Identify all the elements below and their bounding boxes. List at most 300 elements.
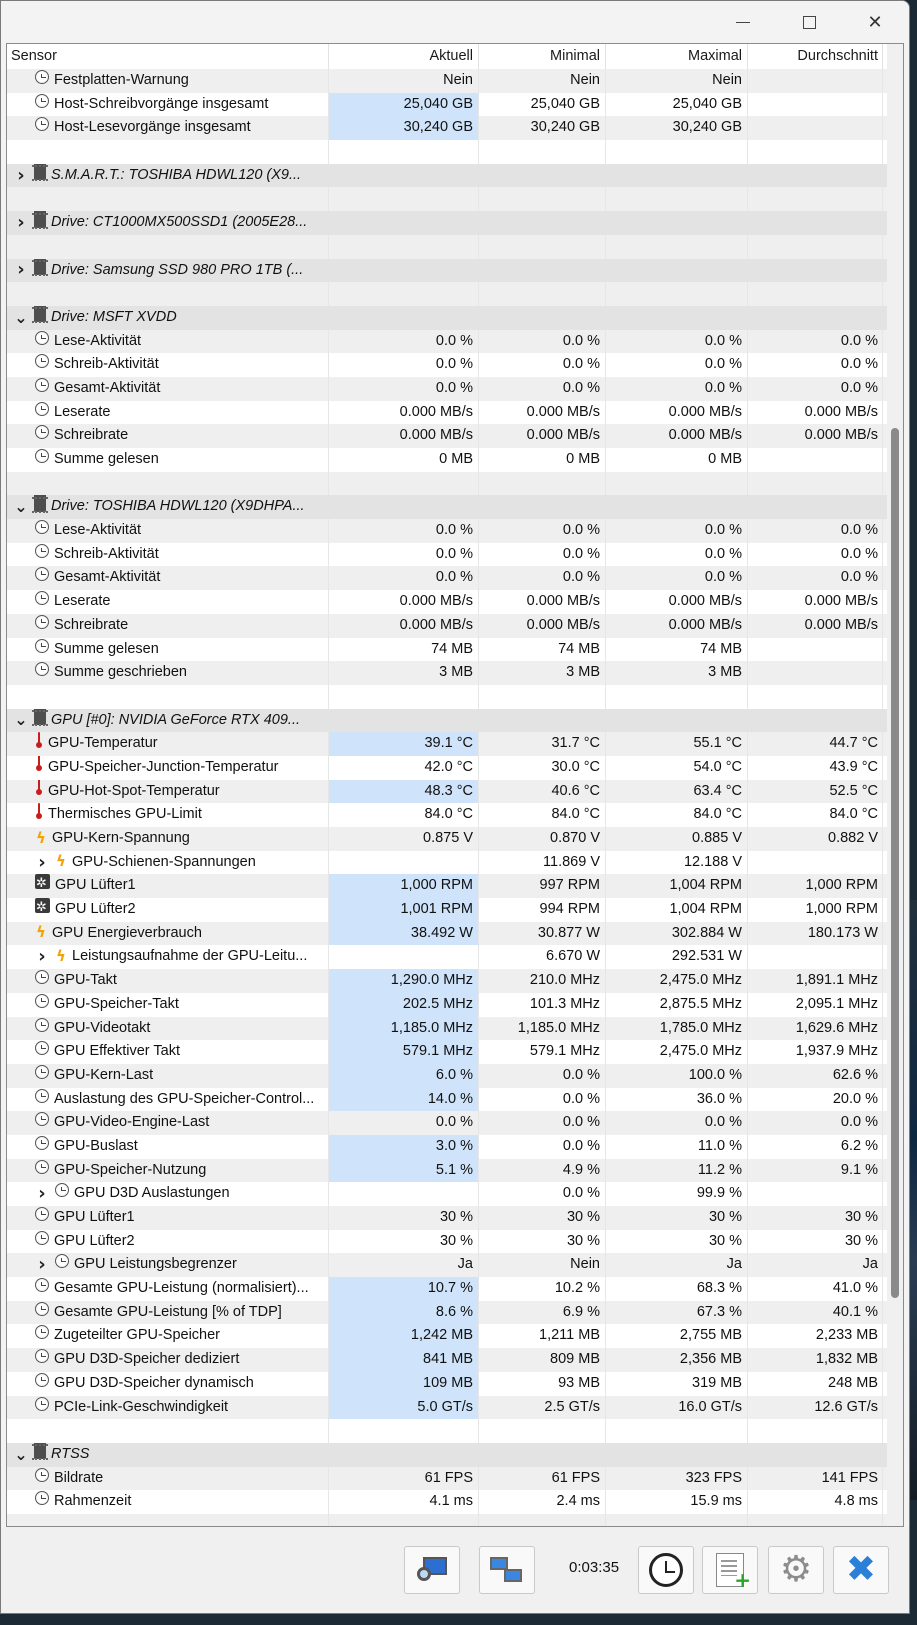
sensor-row[interactable] xyxy=(7,1277,887,1301)
sensor-status-button[interactable] xyxy=(404,1546,460,1594)
maximum-value: 25,040 GB xyxy=(606,93,748,117)
gauge-icon xyxy=(35,69,49,93)
logging-button[interactable] xyxy=(702,1546,758,1594)
current-value: Ja xyxy=(329,1253,479,1277)
spacer-cell xyxy=(7,472,329,496)
sensor-label: Leserate xyxy=(54,593,111,610)
gauge-icon xyxy=(35,543,49,567)
sensor-row[interactable] xyxy=(7,401,887,425)
sensor-row[interactable] xyxy=(7,1324,887,1348)
sensor-row[interactable] xyxy=(7,377,887,401)
sensor-label: GPU-Videotakt xyxy=(54,1019,151,1036)
maximum-value: 319 MB xyxy=(606,1372,748,1396)
close-icon: ✕ xyxy=(867,11,883,33)
group-max-cell xyxy=(606,211,748,235)
group-label: Drive: CT1000MX500SSD1 (2005E28... xyxy=(51,214,308,231)
chevron-right-icon[interactable]: › xyxy=(38,1183,46,1205)
sensor-name-cell xyxy=(7,614,329,638)
sensor-group-row[interactable] xyxy=(7,211,887,235)
minimum-value: 0.0 % xyxy=(479,1064,606,1088)
column-header-average[interactable]: Durchschnitt xyxy=(748,44,883,69)
gauge-icon xyxy=(35,424,49,448)
sensor-row[interactable] xyxy=(7,1467,887,1491)
sensor-name-cell xyxy=(7,566,329,590)
chevron-down-icon[interactable]: ⌄ xyxy=(14,497,28,517)
sensor-label: GPU-Speicher-Takt xyxy=(54,995,179,1012)
sensor-name-cell xyxy=(7,1301,329,1325)
maximum-value: 30 % xyxy=(606,1230,748,1254)
current-value: 48.3 °C xyxy=(329,780,479,804)
maximum-value: 3 MB xyxy=(606,661,748,685)
minimum-value: 61 FPS xyxy=(479,1467,606,1491)
sensor-row[interactable] xyxy=(7,330,887,354)
sensor-label: GPU-Hot-Spot-Temperatur xyxy=(48,782,220,799)
sensor-name-cell xyxy=(7,590,329,614)
gauge-icon xyxy=(35,993,49,1017)
chevron-right-icon[interactable]: › xyxy=(17,164,25,186)
maximum-value: 12.188 V xyxy=(606,851,748,875)
sensor-name-cell xyxy=(7,780,329,804)
spacer-cell xyxy=(479,282,606,306)
maximum-value: 0.0 % xyxy=(606,1111,748,1135)
maximum-value: 323 FPS xyxy=(606,1467,748,1491)
group-max-cell xyxy=(606,164,748,188)
sensor-row[interactable] xyxy=(7,945,887,969)
spacer-cell xyxy=(329,1514,479,1527)
group-avg-cell xyxy=(748,709,883,733)
column-header-minimum[interactable]: Minimal xyxy=(479,44,606,69)
current-value: 0.000 MB/s xyxy=(329,590,479,614)
minimum-value: 10.2 % xyxy=(479,1277,606,1301)
maximum-value: 84.0 °C xyxy=(606,803,748,827)
current-value: 5.0 GT/s xyxy=(329,1396,479,1420)
gauge-icon xyxy=(35,1017,49,1041)
sensor-row[interactable] xyxy=(7,1206,887,1230)
spacer-cell xyxy=(606,1514,748,1527)
gauge-icon xyxy=(35,330,49,354)
sensor-group-row[interactable] xyxy=(7,495,887,519)
thermometer-icon xyxy=(35,732,43,756)
voltage-bolt-icon: ϟ xyxy=(36,923,46,942)
minimum-value: 4.9 % xyxy=(479,1159,606,1183)
minimum-value: 31.7 °C xyxy=(479,732,606,756)
minimum-value: 997 RPM xyxy=(479,874,606,898)
current-value: 25,040 GB xyxy=(329,93,479,117)
sensor-row[interactable] xyxy=(7,614,887,638)
sensor-row[interactable] xyxy=(7,803,887,827)
network-button[interactable] xyxy=(479,1546,535,1594)
sensor-group-row[interactable] xyxy=(7,1443,887,1467)
group-name-cell xyxy=(7,164,329,188)
sensor-group-row[interactable] xyxy=(7,709,887,733)
average-value: 4.8 ms xyxy=(748,1490,883,1514)
maximum-value: 1,004 RPM xyxy=(606,898,748,922)
sensor-label: GPU-Video-Engine-Last xyxy=(54,1114,210,1131)
sensor-name-cell xyxy=(7,1324,329,1348)
sensor-row[interactable] xyxy=(7,448,887,472)
sensor-label: Gesamt-Aktivität xyxy=(54,569,161,586)
current-value: 6.0 % xyxy=(329,1064,479,1088)
sensor-row[interactable] xyxy=(7,590,887,614)
maximum-value: 30,240 GB xyxy=(606,116,748,140)
maximum-value: 0.0 % xyxy=(606,519,748,543)
gauge-icon xyxy=(35,1324,49,1348)
group-min-cell xyxy=(479,1443,606,1467)
sensor-row[interactable] xyxy=(7,827,887,851)
gauge-icon xyxy=(35,1277,49,1301)
group-current-cell xyxy=(329,259,479,283)
chevron-right-icon[interactable]: › xyxy=(38,946,46,968)
spacer-cell xyxy=(748,1419,883,1443)
sensor-name-cell xyxy=(7,661,329,685)
current-value: 39.1 °C xyxy=(329,732,479,756)
sensor-name-cell xyxy=(7,756,329,780)
sensor-label: GPU Lüfter2 xyxy=(55,901,136,918)
minimum-value: 40.6 °C xyxy=(479,780,606,804)
column-header-current[interactable]: Aktuell xyxy=(329,44,479,69)
sensor-name-cell xyxy=(7,448,329,472)
sensor-row[interactable] xyxy=(7,638,887,662)
average-value: 12.6 GT/s xyxy=(748,1396,883,1420)
sensor-row[interactable] xyxy=(7,1017,887,1041)
spacer-cell xyxy=(748,140,883,164)
average-value: 30 % xyxy=(748,1230,883,1254)
sensor-row[interactable] xyxy=(7,1348,887,1372)
maximum-value: 0.885 V xyxy=(606,827,748,851)
gauge-icon xyxy=(35,614,49,638)
average-value: 0.0 % xyxy=(748,377,883,401)
minimum-value: 0.0 % xyxy=(479,330,606,354)
reset-clock-button[interactable] xyxy=(638,1546,694,1594)
vertical-scrollbar[interactable] xyxy=(887,44,903,1526)
sensor-label: GPU Effektiver Takt xyxy=(54,1043,180,1060)
group-label: Drive: TOSHIBA HDWL120 (X9DHPA... xyxy=(51,498,305,515)
sensor-row[interactable] xyxy=(7,851,887,875)
current-value: 30 % xyxy=(329,1206,479,1230)
sensor-row[interactable] xyxy=(7,1301,887,1325)
sensor-row[interactable] xyxy=(7,1040,887,1064)
current-value xyxy=(329,851,479,875)
minimum-value: 30 % xyxy=(479,1206,606,1230)
group-avg-cell xyxy=(748,1443,883,1467)
gauge-icon xyxy=(35,448,49,472)
group-label: Drive: Samsung SSD 980 PRO 1TB (... xyxy=(51,261,304,278)
current-value: 109 MB xyxy=(329,1372,479,1396)
gauge-icon xyxy=(35,1040,49,1064)
minimum-value: 0.000 MB/s xyxy=(479,401,606,425)
maximum-value: 2,356 MB xyxy=(606,1348,748,1372)
maximum-value: 30 % xyxy=(606,1206,748,1230)
gauge-icon xyxy=(35,969,49,993)
average-value: 0.000 MB/s xyxy=(748,401,883,425)
voltage-bolt-icon: ϟ xyxy=(56,852,66,871)
sensor-row[interactable] xyxy=(7,898,887,922)
sensor-row[interactable] xyxy=(7,69,887,93)
gauge-icon xyxy=(35,1396,49,1420)
maximum-value: 0.0 % xyxy=(606,566,748,590)
average-value: Ja xyxy=(748,1253,883,1277)
sensor-label: Festplatten-Warnung xyxy=(54,72,189,88)
spacer-cell xyxy=(606,235,748,259)
current-value: 42.0 °C xyxy=(329,756,479,780)
sensor-label: GPU Lüfter2 xyxy=(54,1232,135,1249)
minimum-value: 0.000 MB/s xyxy=(479,614,606,638)
gauge-icon xyxy=(35,93,49,117)
sensor-row[interactable] xyxy=(7,1111,887,1135)
minimum-value: Nein xyxy=(479,69,606,93)
maximum-value: 15.9 ms xyxy=(606,1490,748,1514)
gauge-icon xyxy=(55,1253,69,1277)
sensor-row[interactable] xyxy=(7,1396,887,1420)
spacer-row xyxy=(7,1419,887,1443)
sensor-name-cell xyxy=(7,1372,329,1396)
maximum-value: 11.2 % xyxy=(606,1159,748,1183)
sensor-group-row[interactable] xyxy=(7,306,887,330)
column-header-sensor[interactable]: Sensor xyxy=(7,44,329,69)
group-avg-cell xyxy=(748,495,883,519)
close-window-button[interactable] xyxy=(847,5,903,39)
sensor-name-cell xyxy=(7,993,329,1017)
sensor-row[interactable] xyxy=(7,756,887,780)
sensor-group-row[interactable] xyxy=(7,259,887,283)
sensor-name-cell xyxy=(7,1135,329,1159)
sensor-row[interactable] xyxy=(7,780,887,804)
sensor-label: GPU-Speicher-Nutzung xyxy=(54,1161,207,1178)
average-value: 180.173 W xyxy=(748,922,883,946)
sensor-label: GPU-Schienen-Spannungen xyxy=(72,853,256,870)
minimum-value: 93 MB xyxy=(479,1372,606,1396)
sensor-row[interactable] xyxy=(7,922,887,946)
group-current-cell xyxy=(329,1443,479,1467)
sensor-row[interactable] xyxy=(7,116,887,140)
gauge-icon xyxy=(35,1135,49,1159)
sensor-row[interactable] xyxy=(7,1088,887,1112)
current-value: 0.875 V xyxy=(329,827,479,851)
maximum-value: Ja xyxy=(606,1253,748,1277)
group-max-cell xyxy=(606,1443,748,1467)
sensor-row[interactable] xyxy=(7,969,887,993)
sensor-row[interactable] xyxy=(7,1159,887,1183)
maximum-value: 0.0 % xyxy=(606,353,748,377)
current-value: Nein xyxy=(329,69,479,93)
sensor-row[interactable] xyxy=(7,1230,887,1254)
sensor-label: Summe geschrieben xyxy=(54,664,187,681)
current-value: 74 MB xyxy=(329,638,479,662)
sensor-row[interactable] xyxy=(7,874,887,898)
minimize-icon xyxy=(736,22,750,23)
spacer-cell xyxy=(7,685,329,709)
minimum-value: 30.0 °C xyxy=(479,756,606,780)
spacer-cell xyxy=(329,187,479,211)
current-value: 14.0 % xyxy=(329,1088,479,1112)
average-value: 20.0 % xyxy=(748,1088,883,1112)
minimum-value: 0.000 MB/s xyxy=(479,590,606,614)
chevron-down-icon[interactable]: ⌄ xyxy=(14,1444,28,1464)
chevron-right-icon[interactable]: › xyxy=(17,211,25,233)
sensor-label: Leserate xyxy=(54,403,111,420)
chevron-right-icon[interactable]: › xyxy=(38,851,46,873)
sensor-row[interactable] xyxy=(7,993,887,1017)
gauge-icon xyxy=(35,1372,49,1396)
group-name-cell xyxy=(7,259,329,283)
maximum-value: 74 MB xyxy=(606,638,748,662)
sensor-row[interactable] xyxy=(7,1490,887,1514)
gauge-icon xyxy=(35,116,49,140)
chevron-down-icon[interactable]: ⌄ xyxy=(14,307,28,327)
spacer-cell xyxy=(606,685,748,709)
current-value xyxy=(329,945,479,969)
spacer-cell xyxy=(606,472,748,496)
sensor-name-cell xyxy=(7,1206,329,1230)
sensor-name-cell xyxy=(7,1064,329,1088)
exit-button[interactable] xyxy=(833,1546,889,1594)
sensor-name-cell xyxy=(7,1159,329,1183)
bottom-toolbar xyxy=(1,1527,910,1614)
group-current-cell xyxy=(329,211,479,235)
group-current-cell xyxy=(329,709,479,733)
sensor-label: Schreib-Aktivität xyxy=(54,545,159,562)
average-value: 1,000 RPM xyxy=(748,874,883,898)
spacer-cell xyxy=(479,472,606,496)
minimum-value: 0.0 % xyxy=(479,1182,606,1206)
current-value: 4.1 ms xyxy=(329,1490,479,1514)
scrollbar-thumb[interactable] xyxy=(891,428,899,1298)
sensor-name-cell xyxy=(7,638,329,662)
sensor-label: Summe gelesen xyxy=(54,451,159,467)
sensor-row[interactable] xyxy=(7,424,887,448)
sensor-name-cell xyxy=(7,1348,329,1372)
sensor-row[interactable] xyxy=(7,543,887,567)
monitor-magnifier-icon xyxy=(417,1555,447,1585)
group-avg-cell xyxy=(748,306,883,330)
sensor-row[interactable] xyxy=(7,1253,887,1277)
current-value: 3 MB xyxy=(329,661,479,685)
group-min-cell xyxy=(479,211,606,235)
sensor-name-cell xyxy=(7,330,329,354)
chevron-right-icon[interactable]: › xyxy=(38,1254,46,1276)
settings-button[interactable] xyxy=(768,1546,824,1594)
sensor-row[interactable] xyxy=(7,566,887,590)
sensor-label: GPU-Speicher-Junction-Temperatur xyxy=(48,758,279,775)
minimum-value: 1,211 MB xyxy=(479,1324,606,1348)
title-bar xyxy=(1,1,910,43)
drive-chip-icon xyxy=(34,709,46,733)
sensor-label: Gesamt-Aktivität xyxy=(54,379,161,396)
average-value xyxy=(748,945,883,969)
average-value: 84.0 °C xyxy=(748,803,883,827)
current-value: 61 FPS xyxy=(329,1467,479,1491)
average-value: 62.6 % xyxy=(748,1064,883,1088)
average-value: 6.2 % xyxy=(748,1135,883,1159)
group-avg-cell xyxy=(748,259,883,283)
drive-chip-icon xyxy=(34,211,46,235)
average-value: 1,629.6 MHz xyxy=(748,1017,883,1041)
sensor-row[interactable] xyxy=(7,661,887,685)
group-label: S.M.A.R.T.: TOSHIBA HDWL120 (X9... xyxy=(51,166,302,183)
minimum-value: 994 RPM xyxy=(479,898,606,922)
current-value: 0.0 % xyxy=(329,1111,479,1135)
current-value: 38.492 W xyxy=(329,922,479,946)
maximum-value: 67.3 % xyxy=(606,1301,748,1325)
spacer-cell xyxy=(7,282,329,306)
maximum-value: 1,785.0 MHz xyxy=(606,1017,748,1041)
sensor-name-cell xyxy=(7,69,329,93)
current-value: 5.1 % xyxy=(329,1159,479,1183)
average-value: 2,233 MB xyxy=(748,1324,883,1348)
sensor-name-cell xyxy=(7,1040,329,1064)
average-value: 0.000 MB/s xyxy=(748,614,883,638)
sensor-group-row[interactable] xyxy=(7,164,887,188)
column-header-maximum[interactable]: Maximal xyxy=(606,44,748,69)
sensor-row[interactable] xyxy=(7,93,887,117)
maximize-button[interactable] xyxy=(781,5,837,39)
average-value: 40.1 % xyxy=(748,1301,883,1325)
network-computers-icon xyxy=(490,1555,524,1585)
average-value: 141 FPS xyxy=(748,1467,883,1491)
sensor-row[interactable] xyxy=(7,353,887,377)
current-value: 30 % xyxy=(329,1230,479,1254)
sensor-row[interactable] xyxy=(7,519,887,543)
sensor-row[interactable] xyxy=(7,1135,887,1159)
sensor-row[interactable] xyxy=(7,1182,887,1206)
current-value: 0.0 % xyxy=(329,566,479,590)
group-name-cell xyxy=(7,495,329,519)
sensor-name-cell xyxy=(7,93,329,117)
gauge-icon xyxy=(35,353,49,377)
maximum-value: 2,875.5 MHz xyxy=(606,993,748,1017)
minimize-button[interactable] xyxy=(715,5,771,39)
group-avg-cell xyxy=(748,164,883,188)
gauge-icon xyxy=(35,1088,49,1112)
current-value: 0.0 % xyxy=(329,519,479,543)
group-current-cell xyxy=(329,306,479,330)
spacer-cell xyxy=(479,235,606,259)
spacer-row xyxy=(7,1514,887,1527)
spacer-row xyxy=(7,472,887,496)
sensor-name-cell xyxy=(7,922,329,946)
minimum-value: 0.0 % xyxy=(479,377,606,401)
current-value: 3.0 % xyxy=(329,1135,479,1159)
group-min-cell xyxy=(479,164,606,188)
maximum-value: 0.0 % xyxy=(606,377,748,401)
group-max-cell xyxy=(606,259,748,283)
gauge-icon xyxy=(55,1182,69,1206)
chevron-down-icon[interactable]: ⌄ xyxy=(14,710,28,730)
sensor-row[interactable] xyxy=(7,732,887,756)
sensor-label: Host-Schreibvorgänge insgesamt xyxy=(54,95,269,112)
sensor-name-cell xyxy=(7,543,329,567)
sensor-label: GPU-Temperatur xyxy=(48,735,158,752)
sensor-label: GPU Lüfter1 xyxy=(55,877,136,894)
group-min-cell xyxy=(479,495,606,519)
sensor-row[interactable] xyxy=(7,1064,887,1088)
maximum-value: 1,004 RPM xyxy=(606,874,748,898)
chevron-right-icon[interactable]: › xyxy=(17,259,25,281)
gauge-icon xyxy=(35,661,49,685)
fan-icon xyxy=(35,898,50,922)
sensor-label: Leistungsaufnahme der GPU-Leitu... xyxy=(72,948,308,965)
gauge-icon xyxy=(35,590,49,614)
minimum-value: 6.9 % xyxy=(479,1301,606,1325)
sensor-name-cell xyxy=(7,401,329,425)
average-value: 0.0 % xyxy=(748,1111,883,1135)
sensor-name-cell xyxy=(7,1253,329,1277)
current-value: 1,000 RPM xyxy=(329,874,479,898)
gauge-icon xyxy=(35,401,49,425)
drive-chip-icon xyxy=(34,495,46,519)
spacer-cell xyxy=(606,187,748,211)
sensor-row[interactable] xyxy=(7,1372,887,1396)
